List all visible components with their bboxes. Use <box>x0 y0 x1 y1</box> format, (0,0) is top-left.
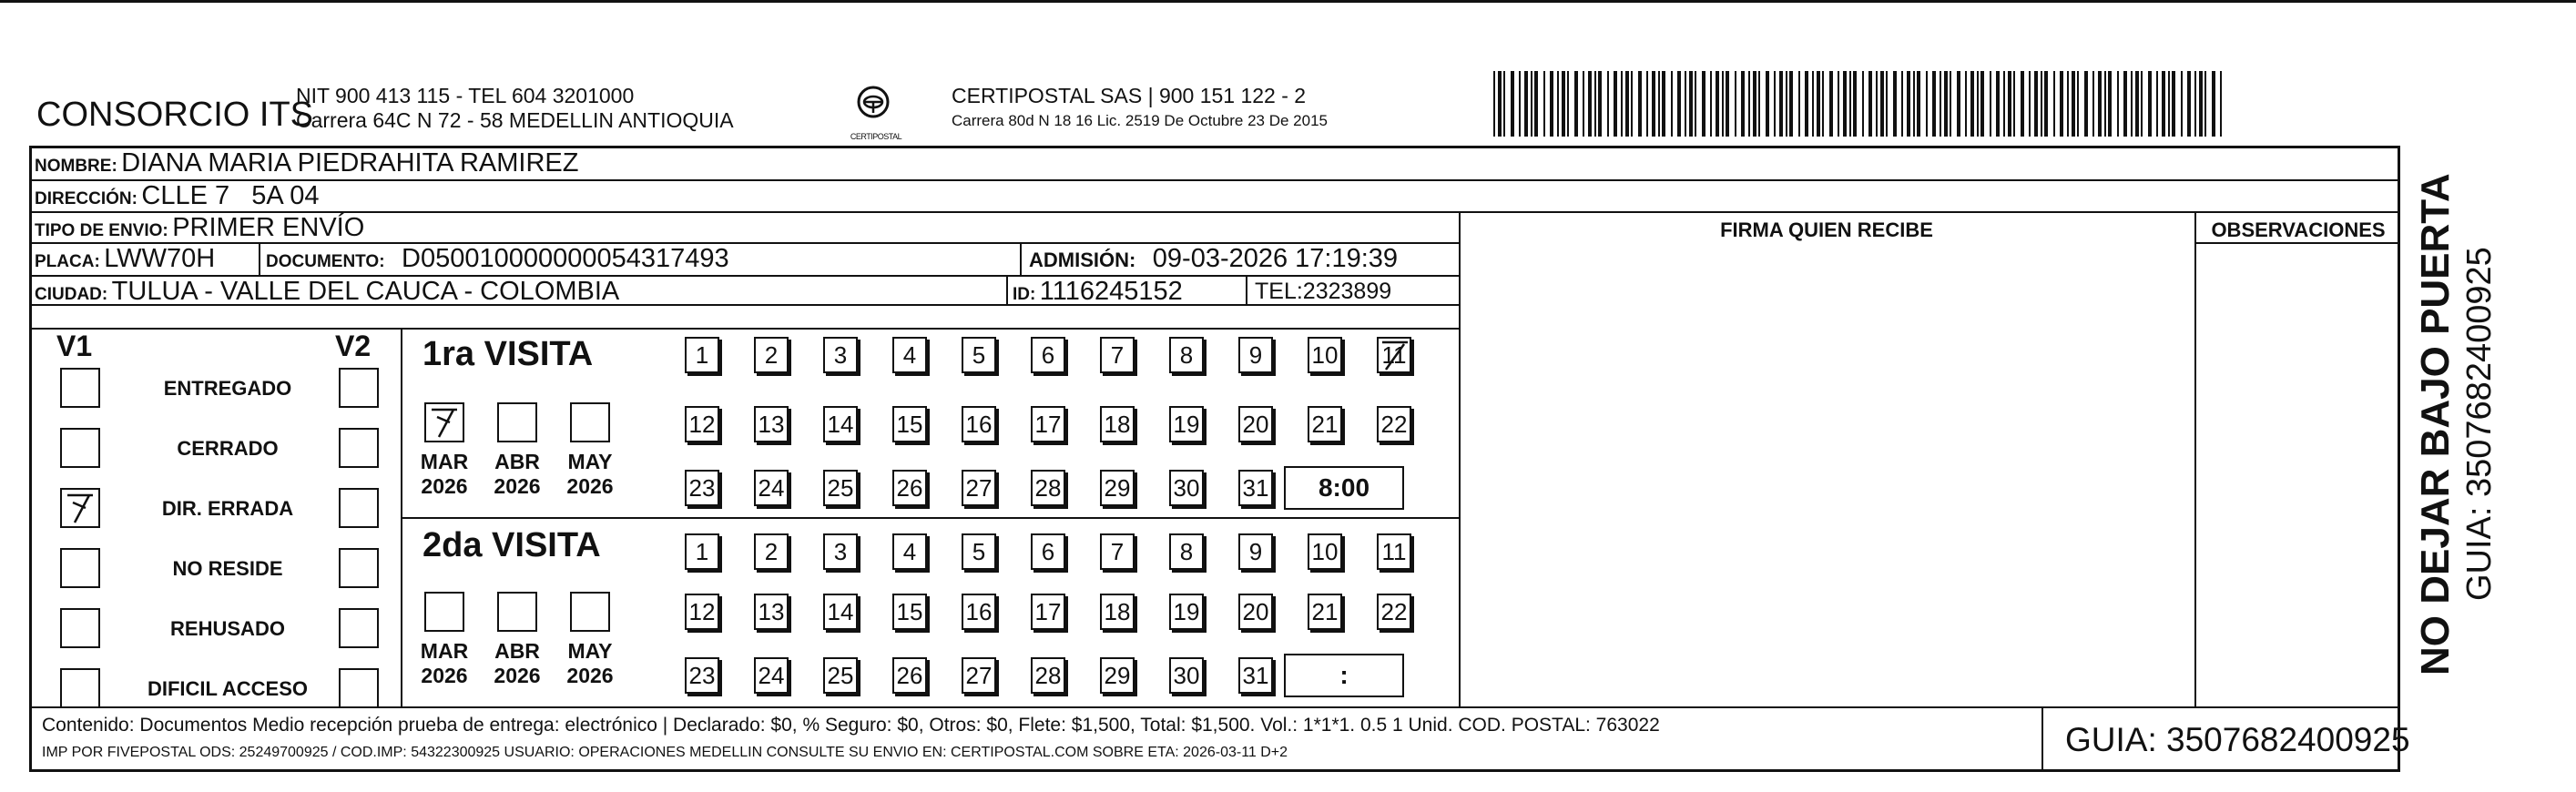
visit1-day-box[interactable]: 3 <box>823 337 858 373</box>
v2-checkbox[interactable] <box>339 608 379 648</box>
guia-number: GUIA: 3507682400925 <box>2065 721 2410 758</box>
visit1-day-box[interactable]: 16 <box>962 406 996 442</box>
v1-checkbox[interactable] <box>60 428 100 468</box>
visit2-day-box[interactable]: 17 <box>1031 594 1065 630</box>
visit2-day-box[interactable]: 19 <box>1169 594 1204 630</box>
admision-label: ADMISIÓN: <box>1029 249 1136 271</box>
admision-value: 09-03-2026 17:19:39 <box>1152 244 1399 273</box>
visit2-day-box[interactable]: 13 <box>754 594 789 630</box>
visit1-month-label: ABR <box>494 450 540 473</box>
v1-checkbox[interactable] <box>60 608 100 648</box>
placa-value: LWW70H <box>104 244 216 273</box>
id-value: 1116245152 <box>1039 277 1183 306</box>
visit1-day-box[interactable]: 13 <box>754 406 789 442</box>
visit1-month-checkbox[interactable] <box>570 402 610 442</box>
row-divider <box>29 328 1459 330</box>
visit2-day-box[interactable]: 28 <box>1031 657 1065 694</box>
direccion-value: CLLE 7 5A 04 <box>141 181 320 210</box>
admision-row <box>1029 244 1398 274</box>
visit2-day-box[interactable]: 25 <box>823 657 858 694</box>
company-info <box>296 84 734 133</box>
row-divider <box>2194 242 2400 244</box>
row-divider <box>29 179 2400 181</box>
visit1-day-box[interactable]: 18 <box>1100 406 1135 442</box>
documento-row <box>266 244 729 274</box>
visit2-day-box[interactable]: 21 <box>1308 594 1342 630</box>
v2-label: V2 <box>335 330 372 362</box>
visit1-month-checkbox[interactable] <box>424 402 464 442</box>
status-label: ENTREGADO <box>163 377 292 400</box>
visit1-day-box[interactable]: 10 <box>1308 337 1342 373</box>
id-row <box>1013 277 1183 307</box>
visit2-day-box[interactable]: 27 <box>962 657 996 694</box>
visit1-day-box[interactable]: 7 <box>1100 337 1135 373</box>
status-label: DIFICIL ACCESO <box>147 677 308 700</box>
visit2-year-label: 2026 <box>421 664 468 687</box>
visit2-day-box[interactable]: 7 <box>1100 533 1135 570</box>
visit2-day-box[interactable]: 12 <box>685 594 719 630</box>
visit2-month-checkbox[interactable] <box>497 592 537 632</box>
visit1-day-box[interactable]: 21 <box>1308 406 1342 442</box>
print-info: IMP POR FIVEPOSTAL ODS: 25249700925 / COD.IMP: 54322300925 USUARIO: OPERACIONES MEDELLIN CONSULTE SU ENVIO EN: CERTIPOSTAL.COM SOBRE ETA: 2026-03-11 D+2 <box>42 745 1288 760</box>
v2-checkbox[interactable] <box>339 668 379 708</box>
visit1-day-box[interactable]: 5 <box>962 337 996 373</box>
visit1-day-box[interactable]: 14 <box>823 406 858 442</box>
visit1-day-box[interactable]: 8 <box>1169 337 1204 373</box>
visit2-month-label: ABR <box>494 639 540 663</box>
col-divider <box>1459 211 1461 706</box>
visit1-day-box[interactable]: 24 <box>754 470 789 506</box>
visit2-day-box[interactable]: 4 <box>892 533 927 570</box>
visit1-day-box[interactable]: 23 <box>685 470 719 506</box>
visit2-day-box[interactable]: 22 <box>1377 594 1411 630</box>
tel-row <box>1255 279 1391 305</box>
visit2-day-box[interactable]: 31 <box>1238 657 1273 694</box>
ciudad-value: TULUA - VALLE DEL CAUCA - COLOMBIA <box>111 277 620 306</box>
tipo-row <box>35 213 364 243</box>
visit1-time-box[interactable]: 8:00 <box>1284 466 1404 510</box>
visit1-day-box[interactable]: 28 <box>1031 470 1065 506</box>
tipo-value: PRIMER ENVÍO <box>172 213 365 242</box>
visit2-day-box[interactable]: 23 <box>685 657 719 694</box>
ciudad-row <box>35 277 619 307</box>
visit2-month-checkbox[interactable] <box>424 592 464 632</box>
visit2-day-box[interactable]: 9 <box>1238 533 1273 570</box>
visit1-day-box[interactable]: 20 <box>1238 406 1273 442</box>
no-dejar-bajo-puerta: NO DEJAR BAJO PUERTA <box>2413 173 2458 675</box>
visit2-day-box[interactable]: 6 <box>1031 533 1065 570</box>
carrier-nit: CERTIPOSTAL SAS | 900 151 122 - 2 <box>952 84 1307 107</box>
tel-value: 2323899 <box>1302 279 1392 304</box>
v1-checkbox[interactable] <box>60 488 100 528</box>
visit2-day-box[interactable]: 18 <box>1100 594 1135 630</box>
visit1-day-box[interactable]: 17 <box>1031 406 1065 442</box>
v1-checkbox[interactable] <box>60 368 100 408</box>
carrier-address: Carrera 80d N 18 16 Lic. 2519 De Octubre 23 De 2015 <box>952 112 1328 129</box>
certipostal-logo-icon <box>851 82 895 126</box>
status-label: REHUSADO <box>170 617 285 640</box>
scan-edge <box>0 0 2576 3</box>
visit2-day-box[interactable]: 16 <box>962 594 996 630</box>
id-label: ID: <box>1013 285 1036 304</box>
visit1-day-box[interactable]: 26 <box>892 470 927 506</box>
visit2-day-box[interactable]: 1 <box>685 533 719 570</box>
company-address: Carrera 64C N 72 - 58 MEDELLIN ANTIOQUIA <box>296 108 734 132</box>
placa-row <box>35 244 215 274</box>
col-divider <box>1006 275 1008 304</box>
visit2-day-box[interactable]: 11 <box>1377 533 1411 570</box>
visit1-month-label: MAY <box>567 450 613 473</box>
visit1-year-label: 2026 <box>421 474 468 498</box>
nombre-label: NOMBRE: <box>35 157 117 176</box>
col-divider <box>401 328 402 706</box>
visit2-month-checkbox[interactable] <box>570 592 610 632</box>
company-name: CONSORCIO ITS <box>36 96 314 134</box>
visit1-day-box[interactable]: 12 <box>685 406 719 442</box>
col-divider <box>2194 211 2196 706</box>
visit2-year-label: 2026 <box>494 664 541 687</box>
status-label: CERRADO <box>177 437 279 460</box>
v2-checkbox[interactable] <box>339 428 379 468</box>
tipo-label: TIPO DE ENVIO: <box>35 221 168 240</box>
row-divider <box>401 517 1459 519</box>
visit1-day-box[interactable]: 4 <box>892 337 927 373</box>
visit2-day-box[interactable]: 20 <box>1238 594 1273 630</box>
company-nit: NIT 900 413 115 - TEL 604 3201000 <box>296 84 635 107</box>
visit1-day-box[interactable]: 29 <box>1100 470 1135 506</box>
direccion-row <box>35 181 320 211</box>
row-divider <box>29 706 2400 708</box>
visit1-day-box[interactable]: 22 <box>1377 406 1411 442</box>
visit1-month-checkbox[interactable] <box>497 402 537 442</box>
nombre-value: DIANA MARIA PIEDRAHITA RAMIREZ <box>121 148 579 178</box>
visit2-day-box[interactable]: 15 <box>892 594 927 630</box>
firma-label: FIRMA QUIEN RECIBE <box>1720 218 1933 241</box>
side-guia: GUIA: 3507682400925 <box>2460 247 2499 601</box>
v2-checkbox[interactable] <box>339 548 379 588</box>
v2-checkbox[interactable] <box>339 368 379 408</box>
visit2-day-box[interactable]: 26 <box>892 657 927 694</box>
col-divider <box>1246 275 1247 304</box>
documento-label: DOCUMENTO: <box>266 252 385 271</box>
v1-checkbox[interactable] <box>60 548 100 588</box>
visit2-day-box[interactable]: 8 <box>1169 533 1204 570</box>
visit1-year-label: 2026 <box>566 474 614 498</box>
visit1-day-box[interactable]: 1 <box>685 337 719 373</box>
day-mark-icon <box>1379 339 1411 381</box>
visit1-month-label: MAR <box>420 450 469 473</box>
tel-label: TEL: <box>1255 279 1303 304</box>
v1-label: V1 <box>56 330 93 362</box>
visit1-day-box[interactable]: 27 <box>962 470 996 506</box>
direccion-label: DIRECCIÓN: <box>35 189 137 208</box>
visit2-day-box[interactable]: 14 <box>823 594 858 630</box>
v1-checkbox[interactable] <box>60 668 100 708</box>
v2-checkbox[interactable] <box>339 488 379 528</box>
visit2-day-box[interactable]: 5 <box>962 533 996 570</box>
visit2-day-box[interactable]: 29 <box>1100 657 1135 694</box>
visit1-day-box[interactable]: 25 <box>823 470 858 506</box>
visit2-time-box[interactable]: : <box>1284 654 1404 697</box>
visit1-label: 1ra VISITA <box>423 335 594 373</box>
visit2-day-box[interactable]: 10 <box>1308 533 1342 570</box>
visit1-year-label: 2026 <box>494 474 541 498</box>
documento-value: D050010000000054317493 <box>402 244 729 273</box>
ciudad-label: CIUDAD: <box>35 285 108 304</box>
visit1-day-box[interactable]: 19 <box>1169 406 1204 442</box>
visit2-year-label: 2026 <box>566 664 614 687</box>
placa-label: PLACA: <box>35 252 100 271</box>
visit2-label: 2da VISITA <box>423 526 601 564</box>
status-label: NO RESIDE <box>172 557 283 580</box>
col-divider <box>2041 706 2043 772</box>
visit2-day-box[interactable]: 30 <box>1169 657 1204 694</box>
visit2-day-box[interactable]: 3 <box>823 533 858 570</box>
col-divider <box>1020 242 1022 275</box>
visit2-day-box[interactable]: 24 <box>754 657 789 694</box>
nombre-row <box>35 148 578 178</box>
visit1-day-box[interactable]: 15 <box>892 406 927 442</box>
logo-caption: CERTIPOSTAL <box>850 132 902 141</box>
content-summary: Contenido: Documentos Medio recepción prueba de entrega: electrónico | Declarado: $0, % Seguro: $0, Otros: $0, Flete: $1,500, Total: $1,500. Vol.: 1*1*1. 0.5 1 Unid. COD. POSTAL: 763022 <box>42 715 1660 736</box>
visit1-day-box[interactable]: 31 <box>1238 470 1273 506</box>
visit1-day-box[interactable]: 9 <box>1238 337 1273 373</box>
visit2-month-label: MAY <box>567 639 613 663</box>
visit2-month-label: MAR <box>420 639 469 663</box>
col-divider <box>259 242 260 275</box>
visit1-day-box[interactable]: 2 <box>754 337 789 373</box>
row-divider <box>29 211 2400 213</box>
carrier-info <box>952 84 1328 133</box>
barcode-icon <box>1493 71 2222 137</box>
visit2-day-box[interactable]: 2 <box>754 533 789 570</box>
visit1-day-box[interactable]: 6 <box>1031 337 1065 373</box>
observaciones-label: OBSERVACIONES <box>2211 218 2386 241</box>
status-label: DIR. ERRADA <box>161 497 294 520</box>
visit1-day-box[interactable]: 30 <box>1169 470 1204 506</box>
visit1-day-box[interactable]: 11 <box>1377 337 1411 373</box>
